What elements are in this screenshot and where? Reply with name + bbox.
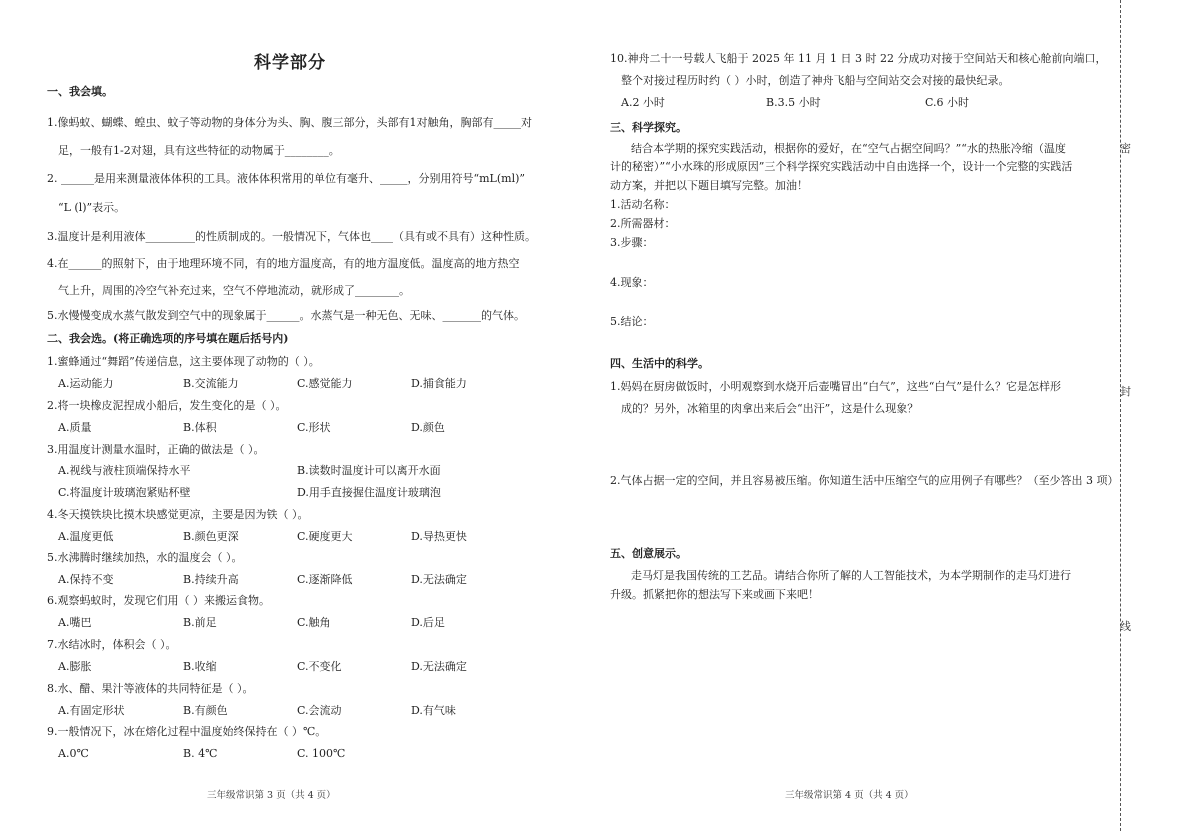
option: B.前足 [183, 616, 217, 629]
option: C. 100℃ [297, 747, 346, 760]
option: A.2 小时 [621, 96, 665, 109]
form-label: 3.步骤： [610, 236, 654, 249]
form-label: 1.活动名称： [610, 198, 676, 211]
option: C.不变化 [297, 660, 342, 673]
question-text: 5.水沸腾时继续加热，水的温度会（ ）。 [47, 551, 243, 564]
option: D.后足 [411, 616, 445, 629]
option: D.无法确定 [411, 660, 467, 673]
option: D.用手直接握住温度计玻璃泡 [297, 486, 441, 499]
paragraph: 走马灯是我国传统的工艺品。请结合你所了解的人工智能技术，为本学期制作的走马灯进行 [631, 569, 1071, 582]
form-label: 4.现象： [610, 276, 654, 289]
option: A.嘴巴 [58, 616, 92, 629]
option: B.交流能力 [183, 377, 239, 390]
right-page [600, 0, 1120, 831]
option: C.将温度计玻璃泡紧贴杯壁 [58, 486, 191, 499]
binding-mark-top: 密 [1120, 142, 1131, 155]
paragraph: 升级。抓紧把你的想法写下来或画下来吧！ [610, 588, 819, 601]
option: D.无法确定 [411, 573, 467, 586]
question-text: 6.观察蚂蚁时，发现它们用（ ）来搬运食物。 [47, 594, 270, 607]
option: B.有颜色 [183, 704, 228, 717]
question-text: 5.水慢慢变成水蒸气散发到空气中的现象属于______。水蒸气是一种无色、无味、_______的气体。 [47, 309, 525, 322]
option: A.视线与液柱顶端保持水平 [58, 464, 191, 477]
question-text: 3.用温度计测量水温时，正确的做法是（ ）。 [47, 443, 265, 456]
option: C.逐渐降低 [297, 573, 353, 586]
question-text: 9.一般情况下，冰在熔化过程中温度始终保持在（ ）℃。 [47, 725, 327, 738]
page-footer: 三年级常识第 3 页（共 4 页） [207, 790, 336, 801]
question-text: 1.像蚂蚁、蝴蝶、蝗虫、蚊子等动物的身体分为头、胸、腹三部分，头部有1对触角，胸部有_____对 [47, 116, 532, 129]
section-heading: 二、我会选。(将正确选项的序号填在题后括号内) [47, 332, 289, 345]
option: B.持续升高 [183, 573, 239, 586]
question-text: 2.气体占据一定的空间，并且容易被压缩。你知道生活中压缩空气的应用例子有哪些？（至少答出 3 项） [610, 474, 1119, 487]
option: D.有气味 [411, 704, 456, 717]
section-heading: 一、我会填。 [47, 85, 113, 98]
question-text: 4.冬天摸铁块比摸木块感觉更凉，主要是因为铁（ ）。 [47, 508, 309, 521]
option: C.6 小时 [925, 96, 970, 109]
question-text: “L (l)”表示。 [58, 201, 126, 214]
question-text: 整个对接过程历时约（ ）小时，创造了神舟飞船与空间站交会对接的最快纪录。 [621, 74, 1010, 87]
option: C.硬度更大 [297, 530, 353, 543]
option: A.0℃ [58, 747, 89, 760]
option: D.导热更快 [411, 530, 467, 543]
option: B.3.5 小时 [766, 96, 821, 109]
option: A.保持不变 [58, 573, 114, 586]
option: C.会流动 [297, 704, 342, 717]
question-text: 8.水、醋、果汁等液体的共同特征是（ ）。 [47, 682, 254, 695]
option: A.温度更低 [58, 530, 114, 543]
question-text: 2. ______是用来测量液体体积的工具。液体体积常用的单位有毫升、_____，分别用符号“mL(ml)” [47, 172, 526, 185]
question-text: 成的？另外，冰箱里的肉拿出来后会“出汗”，这是什么现象？ [621, 402, 919, 415]
option: A.有固定形状 [58, 704, 125, 717]
binding-mark-mid: 封 [1120, 385, 1131, 398]
question-text: 10.神舟二十一号载人飞船于 2025 年 11 月 1 日 3 时 22 分成功对接于空间站天和核心舱前向端口， [610, 52, 1107, 65]
question-text: 4.在______的照射下，由于地理环境不同，有的地方温度高，有的地方温度低。温度高的地方热空 [47, 257, 520, 270]
question-text: 2.将一块橡皮泥捏成小船后，发生变化的是（ ）。 [47, 399, 287, 412]
option: B. 4℃ [183, 747, 218, 760]
question-text: 7.水结冰时，体积会（ ）。 [47, 638, 177, 651]
option: D.颜色 [411, 421, 445, 434]
question-text: 1.妈妈在厨房做饭时，小明观察到水烧开后壶嘴冒出“白气”，这些“白气”是什么？它是怎样形 [610, 380, 1061, 393]
section-title: 科学部分 [254, 53, 326, 73]
paragraph: 结合本学期的探究实践活动，根据你的爱好，在“空气占据空间吗？”“水的热胀冷缩（温度 [631, 142, 1066, 155]
question-text: 3.温度计是利用液体_________的性质制成的。一般情况下，气体也____（具有或不具有）这种性质。 [47, 230, 536, 243]
form-label: 5.结论： [610, 315, 654, 328]
option: B.颜色更深 [183, 530, 239, 543]
option: A.质量 [58, 421, 92, 434]
binding-line [1120, 0, 1121, 831]
question-text: 1.蜜蜂通过“舞蹈”传递信息，这主要体现了动物的（ ）。 [47, 355, 320, 368]
question-text: 足，一般有1-2对翅，具有这些特征的动物属于________。 [58, 144, 340, 157]
option: B.读数时温度计可以离开水面 [297, 464, 441, 477]
option: C.形状 [297, 421, 331, 434]
section-heading: 三、科学探究。 [610, 121, 687, 134]
paragraph: 计的秘密）”“小水珠的形成原因”三个科学探究实践活动中自由选择一个，设计一个完整的实践活 [610, 160, 1073, 173]
option: A.运动能力 [58, 377, 114, 390]
paragraph: 动方案，并把以下题目填写完整。加油！ [610, 179, 808, 192]
option: B.体积 [183, 421, 217, 434]
option: C.感觉能力 [297, 377, 353, 390]
form-label: 2.所需器材： [610, 217, 676, 230]
question-text: 气上升，周围的冷空气补充过来，空气不停地流动，就形成了________。 [58, 284, 410, 297]
option: A.膨胀 [58, 660, 92, 673]
option: C.触角 [297, 616, 331, 629]
option: D.捕食能力 [411, 377, 467, 390]
option: B.收缩 [183, 660, 217, 673]
section-heading: 四、生活中的科学。 [610, 357, 709, 370]
page-footer: 三年级常识第 4 页（共 4 页） [785, 790, 914, 801]
section-heading: 五、创意展示。 [610, 547, 687, 560]
binding-mark-bottom: 线 [1120, 620, 1131, 633]
